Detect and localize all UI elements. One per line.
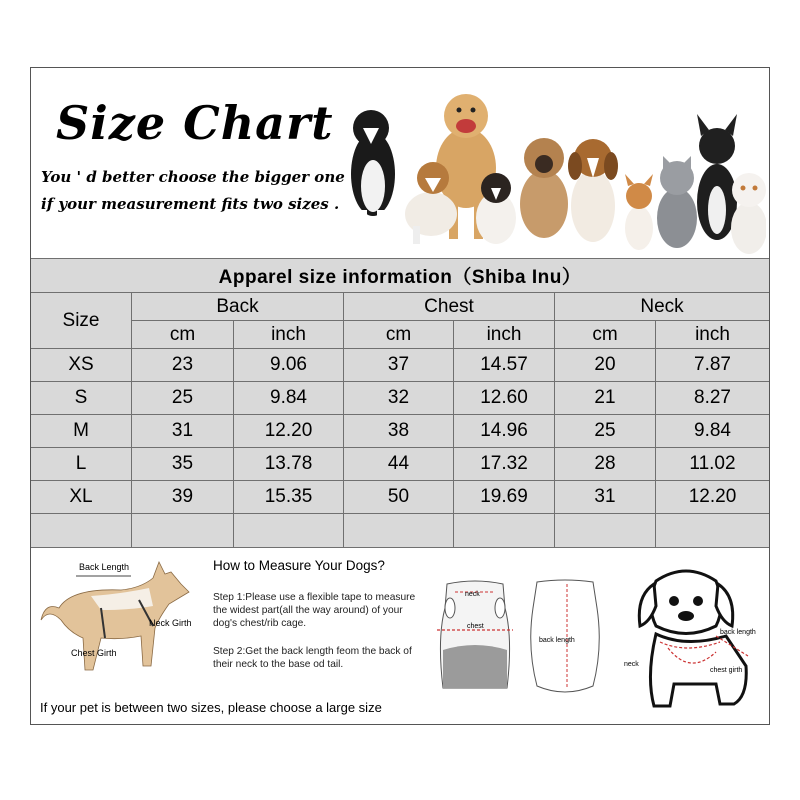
table-cell: 50 (344, 481, 454, 514)
pets-photo (341, 86, 766, 258)
unit-header: cm (344, 321, 454, 349)
header (31, 68, 769, 258)
table-cell: 28 (555, 448, 656, 481)
how-to-measure-title: How to Measure Your Dogs? (213, 558, 385, 573)
table-cell: 15.35 (234, 481, 344, 514)
table-cell (555, 514, 656, 548)
subtitle-line-2: if your measurement fits two sizes . (41, 195, 340, 213)
cartoon-chest-girth-label: chest girth (710, 667, 743, 674)
table-cell: 32 (344, 382, 454, 415)
table-cell: 39 (132, 481, 234, 514)
size-label-cell: XL (31, 481, 132, 514)
beagle-image (568, 139, 618, 242)
table-cell (132, 514, 234, 548)
table-cell: 31 (132, 415, 234, 448)
table-cell: 31 (555, 481, 656, 514)
table-cell: 25 (132, 382, 234, 415)
table-cell: 38 (344, 415, 454, 448)
chihuahua-image (625, 174, 653, 250)
table-cell: 12.60 (454, 382, 555, 415)
cartoon-dog-diagram (616, 556, 766, 721)
size-table (31, 258, 769, 548)
size-label-cell (31, 514, 132, 548)
table-cell: 25 (555, 415, 656, 448)
group-header-neck: Neck (555, 293, 769, 321)
table-cell: 14.57 (454, 349, 555, 382)
table-cell (656, 514, 769, 548)
white-cat-image (731, 173, 766, 254)
table-cell (344, 514, 454, 548)
table-cell: 12.20 (234, 415, 344, 448)
grey-cat-image (657, 156, 697, 248)
size-label-cell: L (31, 448, 132, 481)
footer-note: If your pet is between two sizes, please choose a large size (40, 700, 382, 715)
vest-neck-label: neck (465, 591, 480, 598)
table-cell: 35 (132, 448, 234, 481)
cartoon-neck-label: neck (624, 661, 639, 668)
chest-girth-label: Chest Girth (71, 648, 117, 658)
step-1-text: Step 1:Please use a flexible tape to measure the widest part(all the way around) of your dog's chest/rib cage. (213, 592, 416, 629)
neck-girth-label: Neck Girth (149, 618, 192, 628)
size-label-cell: M (31, 415, 132, 448)
table-cell: 7.87 (656, 349, 769, 382)
table-cell (234, 514, 344, 548)
group-header-chest: Chest (344, 293, 555, 321)
unit-header: cm (132, 321, 234, 349)
table-cell: 11.02 (656, 448, 769, 481)
measurement-guide (31, 548, 769, 724)
table-title: Apparel size information（Shiba Inu） (31, 258, 769, 293)
vest-chest-label: chest (467, 623, 484, 630)
unit-header: inch (454, 321, 555, 349)
table-cell (454, 514, 555, 548)
table-cell: 13.78 (234, 448, 344, 481)
step-2-text: Step 2:Get the back length feom the back of their neck to the base od tail. (213, 646, 412, 670)
cartoon-back-length-label: back length (720, 629, 756, 636)
tricolor-puppy-image (476, 173, 516, 244)
unit-header: inch (234, 321, 344, 349)
table-cell: 9.84 (234, 382, 344, 415)
group-header-back: Back (132, 293, 344, 321)
size-column-header: Size (31, 293, 132, 349)
french-bulldog-image (697, 114, 737, 240)
table-cell: 20 (555, 349, 656, 382)
table-cell: 19.69 (454, 481, 555, 514)
pekingese-image (520, 138, 568, 238)
back-length-label: Back Length (79, 562, 130, 572)
husky-diagram (31, 548, 206, 698)
table-cell: 14.96 (454, 415, 555, 448)
back-length-vest-label: back length (539, 637, 575, 644)
table-cell: 9.06 (234, 349, 344, 382)
table-cell: 9.84 (656, 415, 769, 448)
table-cell: 44 (344, 448, 454, 481)
table-cell: 21 (555, 382, 656, 415)
vest-back-diagram (523, 578, 608, 698)
table-cell: 17.32 (454, 448, 555, 481)
size-chart-card (30, 67, 770, 725)
table-cell: 37 (344, 349, 454, 382)
vest-front-diagram (433, 578, 518, 698)
size-label-cell: S (31, 382, 132, 415)
table-cell: 8.27 (656, 382, 769, 415)
size-label-cell: XS (31, 349, 132, 382)
unit-header: inch (656, 321, 769, 349)
table-cell: 23 (132, 349, 234, 382)
table-cell: 12.20 (656, 481, 769, 514)
border-collie-image (351, 110, 395, 234)
subtitle-line-1: You ' d better choose the bigger one (41, 168, 345, 186)
unit-header: cm (555, 321, 656, 349)
page-title: Size Chart (56, 96, 334, 150)
